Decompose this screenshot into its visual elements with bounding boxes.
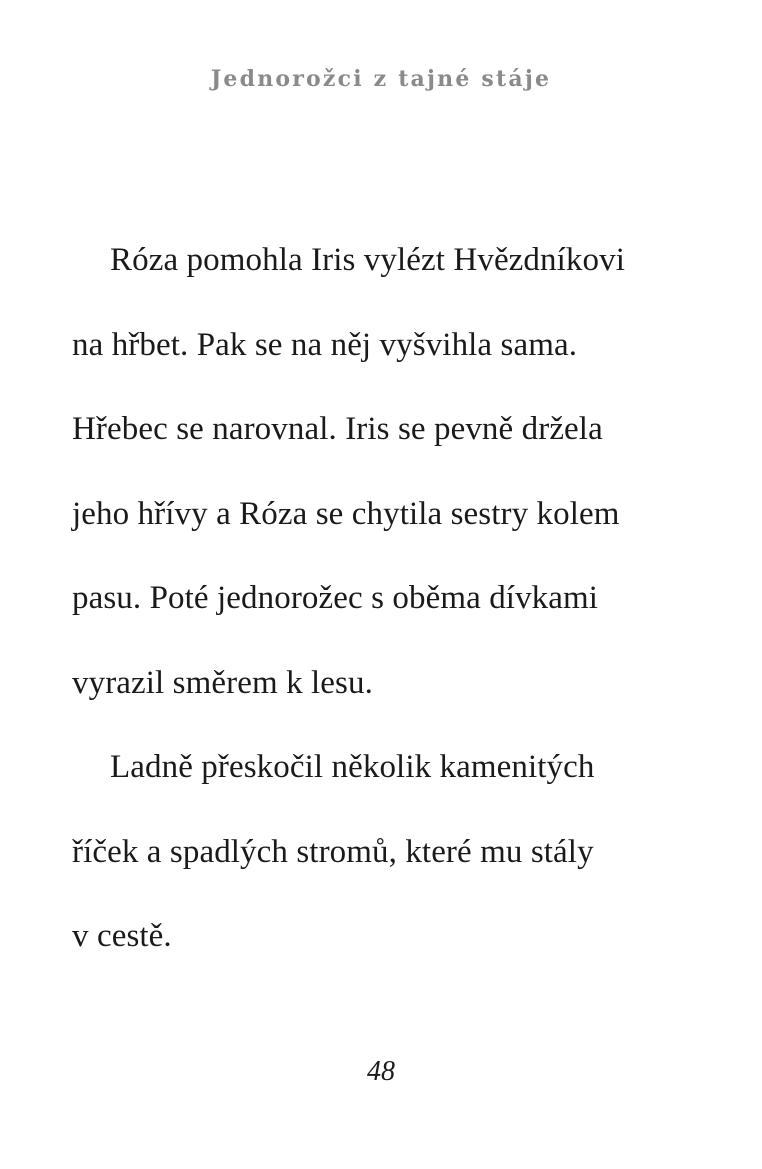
text-line: pasu. Poté jednorožec s oběma dívkami: [72, 580, 599, 616]
text-line: Ladně přeskočil několik kamenitých: [110, 749, 595, 785]
text-line: Hřebec se narovnal. Iris se pevně držela: [72, 411, 603, 447]
text-line: na hřbet. Pak se na něj vyšvihla sama.: [72, 326, 578, 363]
text-line: jeho hřívy a Róza se chytila sestry kolem: [72, 495, 620, 532]
text-line: v cestě.: [72, 918, 172, 954]
page-number: 48: [367, 1056, 395, 1087]
running-header: Jednorožci z tajné stáje: [210, 66, 552, 92]
text-line: Róza pomohla Iris vylézt Hvězdníkovi: [110, 242, 625, 278]
text-line: říček a spadlých stromů, které mu stály: [72, 833, 594, 870]
text-line: vyrazil směrem k lesu.: [72, 664, 373, 701]
body-text: [72, 228, 692, 989]
